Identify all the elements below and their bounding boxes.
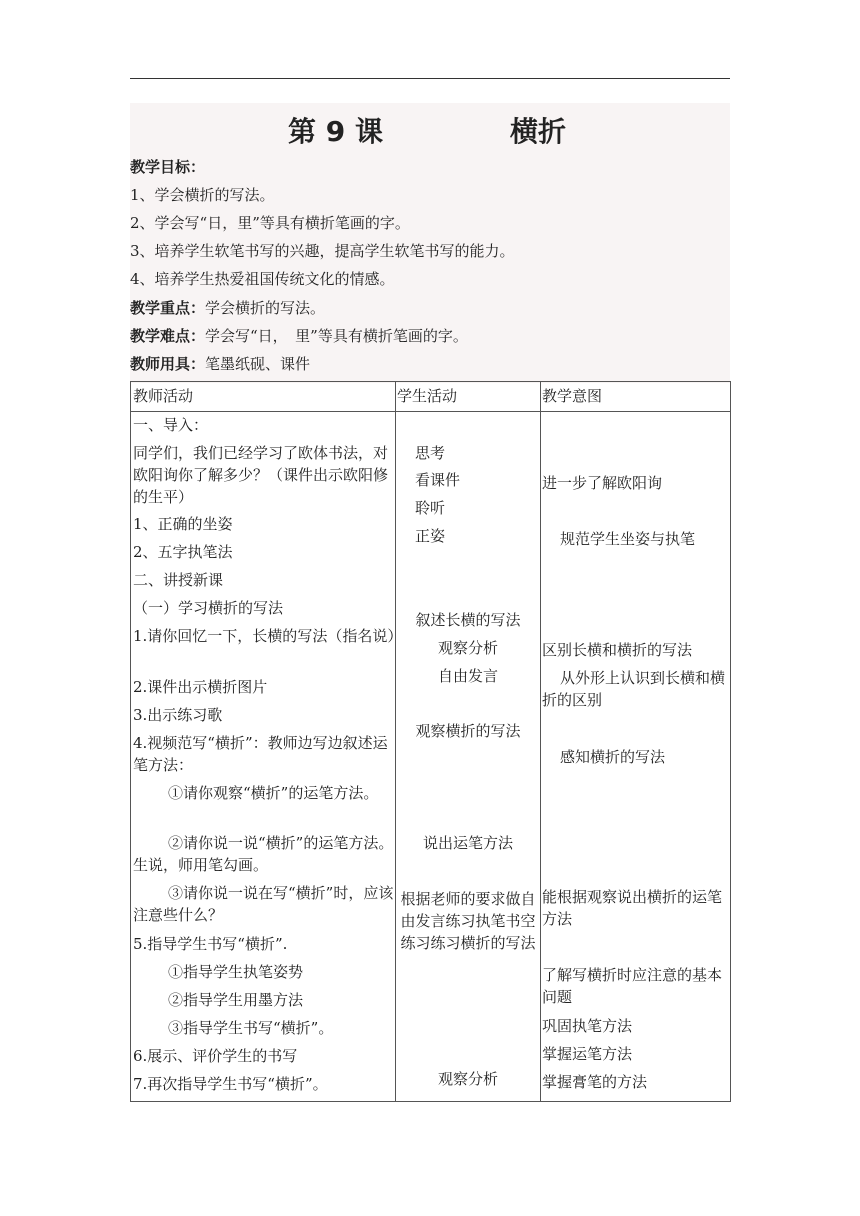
header-divider <box>131 411 730 412</box>
teacher-item: 7.再次指导学生书写“横折”。 <box>133 1075 328 1093</box>
intent-item: 掌握运笔方法 <box>542 1045 633 1063</box>
focus-label: 教学重点： <box>130 299 206 317</box>
teacher-item: 3.出示练习歌 <box>133 706 223 724</box>
teacher-item: 2.课件出示横折图片 <box>133 678 268 696</box>
teacher-item: 1.请你回忆一下，长横的写法（指名说） <box>133 627 403 645</box>
teacher-item: 6.展示、评价学生的书写 <box>133 1047 298 1065</box>
student-item: 观察分析 <box>437 1070 498 1088</box>
page-title <box>130 108 730 152</box>
difficulty-text: 学会写“日， 里”等具有横折笔画的字。 <box>205 327 468 345</box>
intent-item: 进一步了解欧阳询 <box>542 474 663 492</box>
goal-3: 3、培养学生软笔书写的兴趣，提高学生软笔书写的能力。 <box>130 242 515 260</box>
teaching-focus <box>130 298 325 318</box>
goal-2: 2、学会写“日，里”等具有横折笔画的字。 <box>130 214 410 232</box>
teacher-item: ③指导学生书写“横折”。 <box>168 1019 334 1037</box>
lesson-number: 第 9 课 <box>288 115 383 148</box>
student-item: 自由发言 <box>437 667 498 685</box>
column-divider <box>395 382 396 1101</box>
teacher-item: ②指导学生用墨方法 <box>168 991 304 1009</box>
student-item: 正姿 <box>415 527 446 545</box>
student-item: 说出运笔方法 <box>422 834 513 852</box>
intent-item: 了解写横折时应注意的基本问题 <box>542 966 723 1006</box>
tools-text: 笔墨纸砚、课件 <box>205 355 311 373</box>
teacher-item: ②请你说一说“横折”的运笔方法。生说，师用笔勾画。 <box>133 834 394 874</box>
header-intent: 教学意图 <box>542 387 603 405</box>
teacher-item: 4.视频范写“横折”：教师边写边叙述运笔方法： <box>133 734 388 774</box>
teacher-item: ③请你说一说在写“横折”时，应该注意些什么？ <box>133 884 394 924</box>
student-item: 聆听 <box>415 499 446 517</box>
goal-4: 4、培养学生热爱祖国传统文化的情感。 <box>130 270 395 288</box>
intent-item: 能根据观察说出横折的运笔方法 <box>542 888 723 928</box>
intent-item: 规范学生坐姿与执笔 <box>560 530 696 548</box>
teacher-item: （一）学习横折的写法 <box>133 599 284 617</box>
teacher-item: 1、正确的坐姿 <box>133 515 233 533</box>
intent-item: 区别长横和横折的写法 <box>542 641 693 659</box>
column-divider <box>540 382 541 1101</box>
difficulty-label: 教学难点： <box>130 327 206 345</box>
focus-text: 学会横折的写法。 <box>205 299 326 317</box>
student-item: 看课件 <box>415 471 461 489</box>
teacher-item: 二、讲授新课 <box>133 571 224 589</box>
tools-label: 教师用具： <box>130 355 206 373</box>
student-item: 叙述长横的写法 <box>415 611 521 629</box>
student-item: 观察横折的写法 <box>415 722 521 740</box>
goals-label: 教学目标： <box>130 158 206 176</box>
student-item: 根据老师的要求做自由发言练习执笔书空练习练习横折的写法 <box>400 890 536 952</box>
goal-1: 1、学会横折的写法。 <box>130 186 275 204</box>
intent-item: 感知横折的写法 <box>560 748 666 766</box>
teacher-item: 一、导入： <box>133 416 209 434</box>
lesson-table <box>130 381 731 1102</box>
student-item: 思考 <box>415 444 446 462</box>
header-teacher: 教师活动 <box>133 387 194 405</box>
teacher-item: ①请你观察“横折”的运笔方法。 <box>168 784 379 802</box>
teacher-item: 2、五字执笔法 <box>133 543 233 561</box>
top-rule <box>130 78 730 79</box>
teaching-difficulty <box>130 326 468 346</box>
intent-item: 从外形上认识到长横和横折的区别 <box>542 669 726 709</box>
teacher-item: ①指导学生执笔姿势 <box>168 963 304 981</box>
teacher-tools <box>130 354 310 374</box>
intent-item: 掌握膏笔的方法 <box>542 1073 648 1091</box>
header-student: 学生活动 <box>397 387 458 405</box>
intent-item: 巩固执笔方法 <box>542 1017 633 1035</box>
teacher-item: 同学们，我们已经学习了欧体书法，对欧阳询你了解多少？（课件出示欧阳修的生平） <box>133 444 389 506</box>
lesson-name: 横折 <box>510 115 567 148</box>
student-item: 观察分析 <box>437 639 498 657</box>
teacher-item: 5.指导学生书写“横折”. <box>133 935 288 953</box>
